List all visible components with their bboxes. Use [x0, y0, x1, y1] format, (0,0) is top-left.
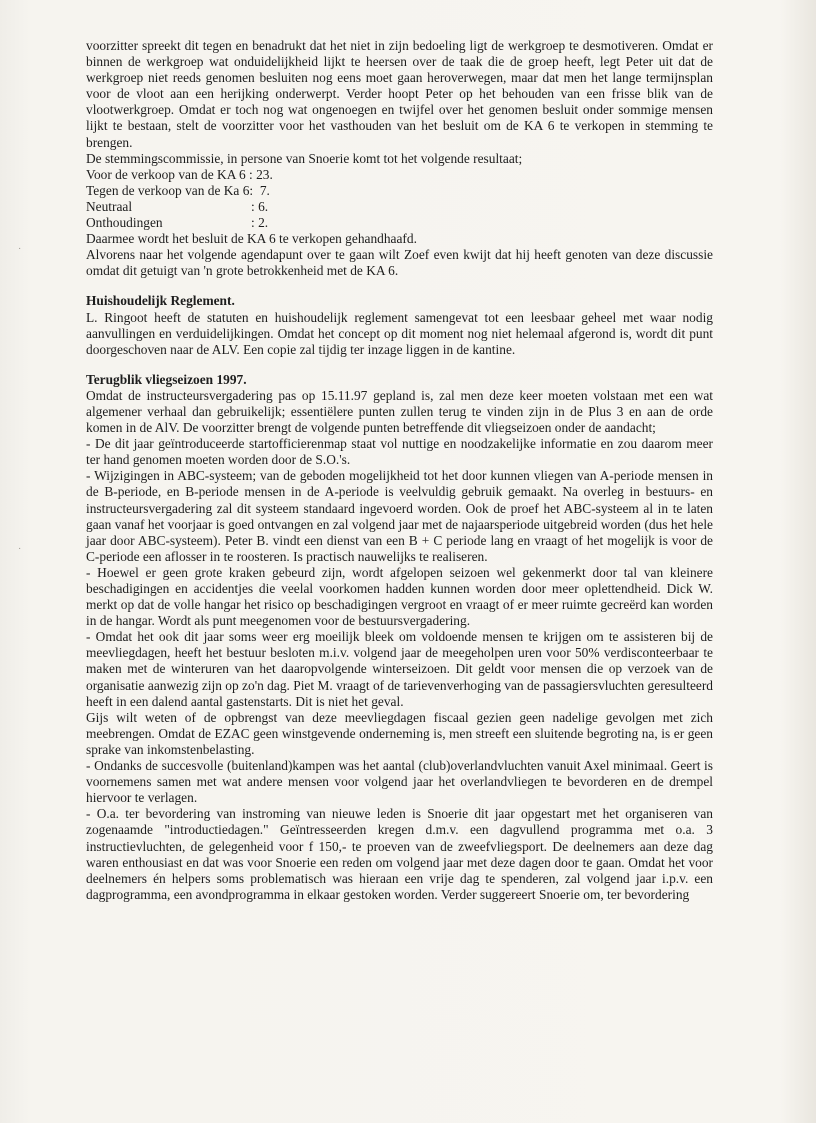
list-item: - Hoewel er geen grote kraken gebeurd zijn, wordt afgelopen seizoen wel gekenmerkt door tal van kleinere beschadigingen en accidentjes die veelal voorkomen hadden kunnen worden door meer oplettendheid. Dick W. merkt op dat de volle hangar het risico op beschadigingen vergroot en vraagt of er meer ruimte gecreërd kan worden in de hangar. Wordt als punt meegenomen voor de bestuursvergadering. — [86, 564, 713, 629]
list-item: - Wijzigingen in ABC-systeem; van de geboden mogelijkheid tot het door kunnen vliegen van A-periode mensen in de B-periode, en B-periode mensen in de A-periode is veelvuldig gebruik gemaakt. Na overleg in bestuurs- en instructeursvergadering zal dit systeem standaard ingevoerd worden. Ook de proef het ABC-systeem al in te laten gaan vanaf het voorjaar is goed ontvangen en zal volgend jaar met de najaarsperiode uitgebreid worden (dus het hele jaar door ABC-systeem). Peter B. vindt een dienst van een B + C periode lang en vraagt of het mogelijk is voor de C-periode een aflosser in te roosteren. Is practisch nauwelijks te realiseren. — [86, 468, 713, 564]
section-heading-reglement: Huishoudelijk Reglement. — [86, 293, 235, 309]
scan-speck: · — [18, 243, 22, 254]
paragraph-reglement: L. Ringoot heeft de statuten en huishoudelijk reglement samengevat tot een leesbaar geheel met waar nodig aanvullingen en verduidelijkingen. Omdat het concept op dit moment nog niet helemaal afgerond is, wordt dit punt doorgeschoven naar de ALV. Een copie zal tijdig ter inzage liggen in de kantine. — [86, 309, 713, 357]
vote-value: : 2. — [251, 215, 269, 231]
paragraph-commission: De stemmingscommissie, in persone van Snoerie komt tot het volgende resultaat; — [86, 150, 523, 166]
scan-speck: · — [18, 543, 22, 554]
paragraph-zoef: Alvorens naar het volgende agendapunt over te gaan wilt Zoef even kwijt dat hij heeft genoten van deze discussie omdat dit getuigt van 'n grote betrokkenheid met de KA 6. — [86, 247, 713, 279]
document-body — [86, 38, 713, 903]
list-item: Gijs wilt weten of de opbrengst van deze meevliegdagen fiscaal gezien geen nadelige gevolgen met zich meebrengen. Omdat de EZAC geen winstgevende onderneming is, men streeft een sluitende begroting na, is er geen sprake van inkomstenbelasting. — [86, 709, 713, 757]
paragraph-discussion: voorzitter spreekt dit tegen en benadrukt dat het niet in zijn bedoeling ligt de werkgroep te desmotiveren. Omdat er binnen de werkgroep wat onduidelijkheid lijkt te heersen over de taak die de groep heeft, legt Peter uit dat de werkgroep niet reeds genomen besluiten nog eens moet gaan heroverwegen, maar dat men het lange termijnsplan voor de vloot aan een herijking onderwerpt. Verder hoopt Peter op het behouden van een frisse blik van de vlootwerkgroep. Omdat er toch nog wat ongenoegen en twijfel over het genomen besluit onder sommige mensen lijkt te bestaan, stelt de voorzitter voor het vasthouden van het besluit om de KA 6 te verkopen in stemming te brengen. — [86, 38, 713, 150]
list-item: - O.a. ter bevordering van instroming van nieuwe leden is Snoerie dit jaar opgestart met het organiseren van zogenaamde "introductiedagen." Geïntresseerden kregen d.m.v. een dagvullend programma met o.a. 3 instructievluchten, de gelegenheid voor f 150,- te proeven van de zweefvliegsport. De deelnemers aan deze dag waren enthousiast en dat was voor Snoerie een reden om volgend jaar met deze dagen door te gaan. Omdat het voor deelnemers én helpers soms problematisch was hieraan een vrije dag te spenderen, zal volgend jaar i.p.v. een dagprogramma, een avondprogramma in elkaar gestoken worden. Verder suggereert Snoerie om, ter bevordering — [86, 806, 713, 902]
vote-label: Neutraal — [86, 198, 133, 214]
list-item: - Ondanks de succesvolle (buitenland)kampen was het aantal (club)overlandvluchten vanuit Axel minimaal. Geert is voornemens samen met wat andere mensen voor volgend jaar het overlandvliegen te bevorderen en de drempel hiervoor te verlagen. — [86, 758, 713, 806]
vote-row-abstain — [86, 215, 713, 231]
vote-row-against — [86, 183, 713, 199]
paragraph-terugblik-intro: Omdat de instructeursvergadering pas op 15.11.97 gepland is, zal men deze keer moeten volstaan met een wat algemener verhaal dan gebruikelijk; essentiëlere punten zullen terug te vinden zijn in de Plus 3 en aan de orde komen in de AlV. De voorzitter brengt de volgende punten betreffende dit vliegseizoen onder de aandacht; — [86, 387, 713, 436]
vote-label: Voor de verkoop van de KA 6 — [86, 166, 246, 182]
vote-label: Onthoudingen — [86, 215, 163, 231]
paragraph-decision: Daarmee wordt het besluit de KA 6 te verkopen gehandhaafd. — [86, 231, 417, 247]
section-heading-terugblik: Terugblik vliegseizoen 1997. — [86, 371, 247, 387]
vote-results — [86, 167, 713, 231]
vote-value: 7. — [259, 182, 270, 198]
list-item: - Omdat het ook dit jaar soms weer erg moeilijk bleek om voldoende mensen te krijgen om te assisteren bij de meevliegdagen, heeft het bestuur besloten m.i.v. volgend jaar de meegeholpen uren voor 50% verdisconteerbaar te maken met de winteruren van het daaropvolgende winterseizoen. Dit geldt voor mensen die op verzoek van de organisatie aanwezig zijn op zo'n dag. Piet M. vraagt of de tarievenverhoging van de passagiersvluchten geresulteerd heeft in een dalend aantal gastenstarts. Dit is niet het geval. — [86, 629, 713, 709]
vote-row-neutral — [86, 199, 713, 215]
vote-value: : 23. — [249, 166, 273, 182]
list-item: - De dit jaar geïntroduceerde startofficierenmap staat vol nuttige en noodzakelijke informatie en zou daarom meer ter hand genomen moeten worden door de S.O.'s. — [86, 436, 713, 468]
vote-label: Tegen de verkoop van de Ka 6: — [86, 182, 254, 198]
vote-row-for — [86, 167, 713, 183]
vote-value: : 6. — [251, 198, 269, 214]
